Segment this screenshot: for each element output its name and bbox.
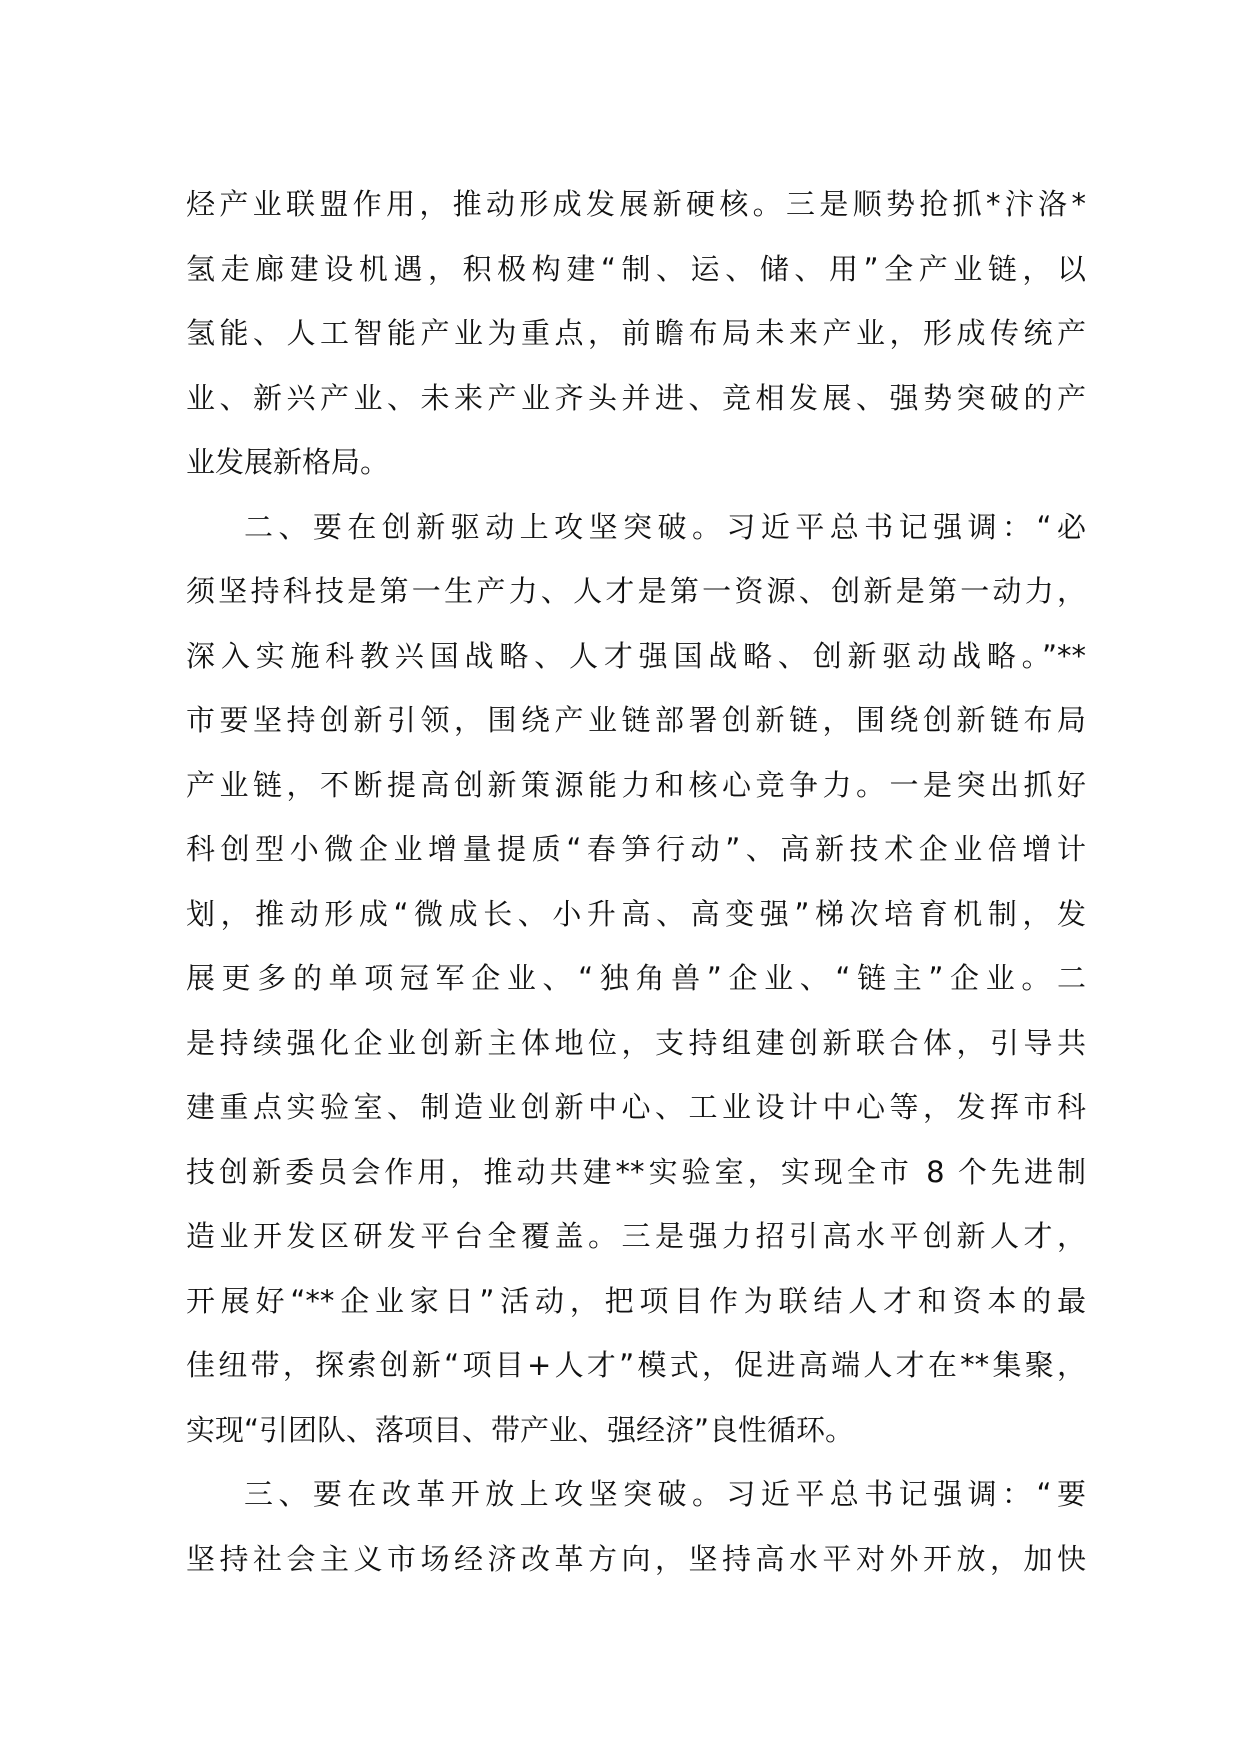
- text-line: 产业链，不断提高创新策源能力和核心竞争力。一是突出抓好: [186, 767, 1086, 802]
- body-text: [186, 172, 1086, 1591]
- text-line: 开展好“**企业家日”活动，把项目作为联结人才和资本的最: [186, 1283, 1086, 1318]
- text-line: 实现“引团队、落项目、带产业、强经济”良性循环。: [186, 1412, 855, 1447]
- text-line: 坚持社会主义市场经济改革方向，坚持高水平对外开放，加快: [186, 1541, 1086, 1576]
- text-line: 须坚持科技是第一生产力、人才是第一资源、创新是第一动力，: [186, 574, 1086, 608]
- text-line: 业、新兴产业、未来产业齐头并进、竞相发展、强势突破的产: [186, 380, 1086, 415]
- text-line: 氢能、人工智能产业为重点，前瞻布局未来产业，形成传统产: [186, 316, 1086, 350]
- text-line: 市要坚持创新引领，围绕产业链部署创新链，围绕创新链布局: [186, 703, 1086, 737]
- text-line: 建重点实验室、制造业创新中心、工业设计中心等，发挥市科: [186, 1090, 1086, 1124]
- text-line: 业发展新格局。: [186, 445, 390, 479]
- text-line: 划，推动形成“微成长、小升高、高变强”梯次培育机制，发: [186, 896, 1086, 931]
- text-line: 展更多的单项冠军企业、“独角兽”企业、“链主”企业。二: [186, 961, 1086, 995]
- text-line: 三、要在改革开放上攻坚突破。习近平总书记强调：“要: [244, 1477, 1086, 1511]
- text-line: 是持续强化企业创新主体地位，支持组建创新联合体，引导共: [186, 1025, 1086, 1060]
- text-line: 烃产业联盟作用，推动形成发展新硬核。三是顺势抢抓*汴洛*: [186, 187, 1086, 221]
- text-line: 造业开发区研发平台全覆盖。三是强力招引高水平创新人才，: [186, 1219, 1086, 1253]
- text-line: 佳纽带，探索创新“项目+人才”模式，促进高端人才在**集聚，: [186, 1348, 1086, 1382]
- text-line: 技创新委员会作用，推动共建**实验室，实现全市 8 个先进制: [186, 1154, 1086, 1189]
- text-line: 氢走廊建设机遇，积极构建“制、运、储、用”全产业链，以: [186, 251, 1086, 286]
- text-line: 深入实施科教兴国战略、人才强国战略、创新驱动战略。”**: [186, 638, 1086, 673]
- text-line: 二、要在创新驱动上攻坚突破。习近平总书记强调：“必: [244, 509, 1086, 544]
- text-line: 科创型小微企业增量提质“春笋行动”、高新技术企业倍增计: [186, 832, 1086, 866]
